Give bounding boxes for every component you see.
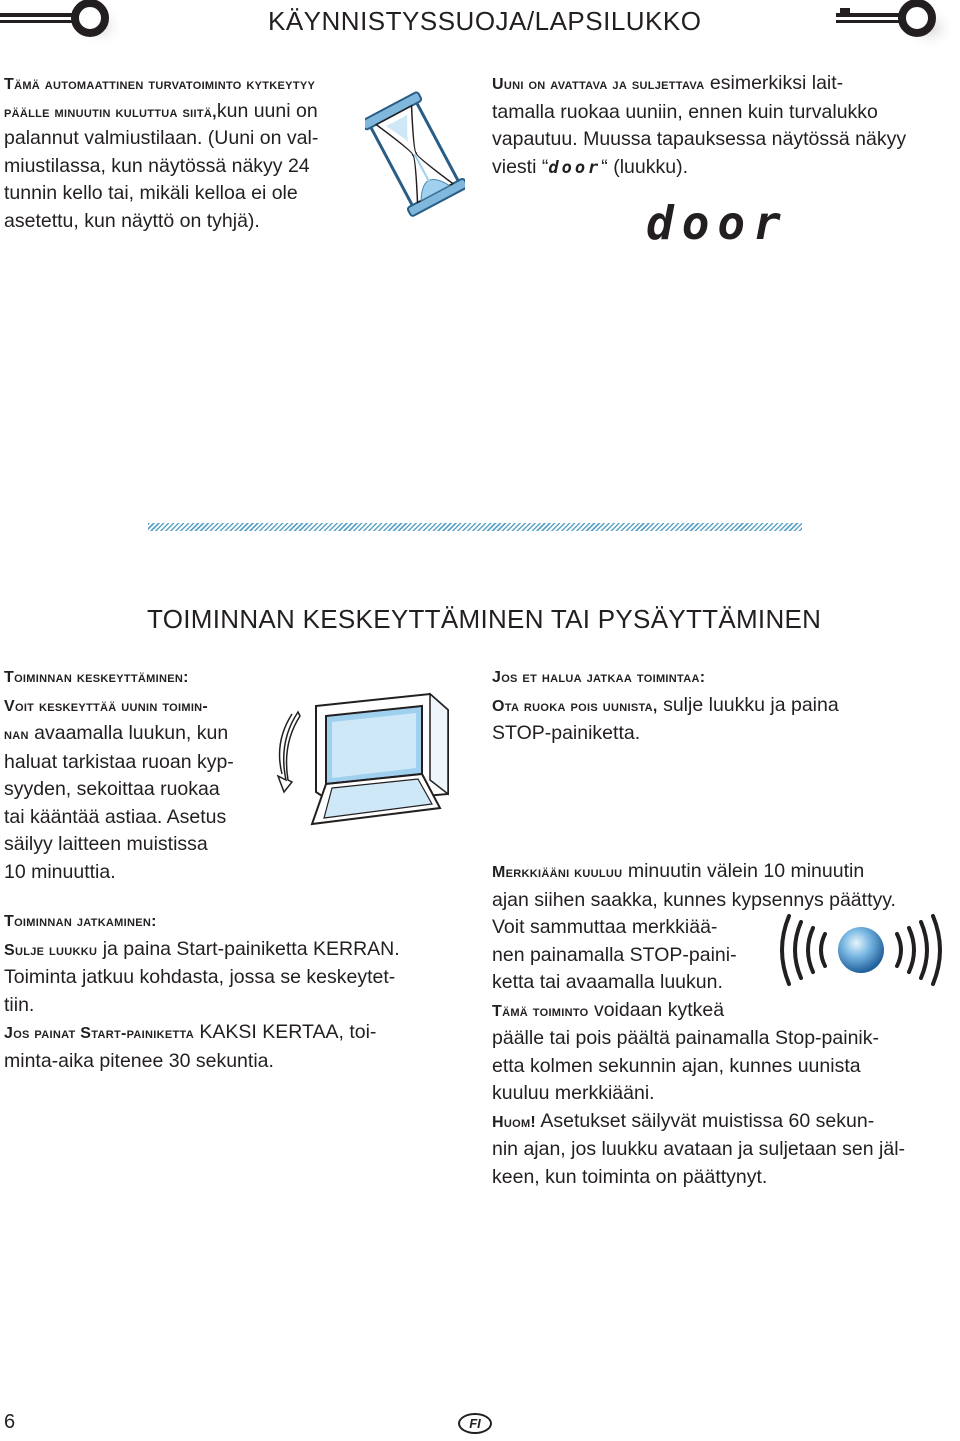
key-icon-left <box>0 0 125 50</box>
lead-text: Tämä automaattinen turvatoiminto kytkeytyy <box>4 76 316 93</box>
lead-text: Ota ruoka pois uunista, <box>492 697 658 715</box>
lead-text: Tämä toiminto <box>492 1002 589 1020</box>
oven-open-door-icon <box>270 690 460 830</box>
door-display: door <box>646 196 789 250</box>
lead-text: Sulje luukku <box>4 941 98 959</box>
stop-operation-block: Jos et halua jatkaa toimintaa: Ota ruoka pois uunista, sulje luukku ja paina STOP-painiketta. <box>492 669 839 744</box>
sound-signal-icon <box>775 908 947 992</box>
lead-text: nan <box>4 726 29 743</box>
pause-operation-block: Toiminnan keskeyttäminen: Voit keskeyttää uunin toimin- nan avaamalla luukun, kun haluat tarkistaa ruoan kyp- syyden, sekoittaa ruokaa tai kääntää astiaa. Asetus säilyy laitteen muistissa 10 minuuttia. Toiminnan jatkaminen: Sulje luukku ja paina Start-painiketta KERRAN. Toiminta jatkuu kohdasta, jossa se keskeytet- tiin. Jos painat Start-painiketta KAKSI KERTAA, toi- minta-aika pitenee 30 sekuntia. <box>4 669 400 1072</box>
auto-lock-description: Tämä automaattinen turvatoiminto kytkeytyy päälle minuutin kuluttua siitä,kun uuni on palannut valmiustilaan. (Uuni on val- miustilassa, kun näytössä näkyy 24 tunnin kello tai, mikäli kelloa ei ole asetettu, kun näyttö on tyhjä). <box>4 76 319 232</box>
language-badge: FI <box>458 1413 492 1434</box>
lead-text: Voit keskeyttää uunin toimin- <box>4 697 209 715</box>
lead-text: Huom! <box>492 1113 537 1131</box>
hourglass-icon <box>365 90 465 220</box>
section-heading: Toiminnan keskeyttäminen: <box>4 669 189 686</box>
page-number: 6 <box>4 1411 16 1433</box>
beep-signal-block: Merkkiääni kuuluu minuutin välein 10 minuutin ajan siihen saakka, kunnes kypsennys päättyy. Voit sammuttaa merkkiää- nen painamalla STOP-paini- ketta tai avaamalla luukun. Tämä toiminto voidaan kytkeä päälle tai pois päältä painamalla Stop-painik- etta kolmen sekunnin ajan, kunnes uunista kuuluu merkkiääni. Huom! Asetukset säilyvät muistissa 60 sekun- nin ajan, jos luukku avataan ja suljetaan sen jäl- keen, kun toiminta on päättynyt. <box>492 860 906 1188</box>
section-heading: Jos et halua jatkaa toimintaa: <box>492 669 706 686</box>
door-message-description: Uuni on avattava ja suljettava esimerkiksi lait- tamalla ruokaa uuniin, ennen kuin turvalukko vapautuu. Muussa tapauksessa näytössä näkyy viesti “door“ (luukku). <box>492 72 907 178</box>
lead-text: Merkkiääni kuuluu <box>492 864 623 881</box>
section-title: TOIMINNAN KESKEYTTÄMINEN TAI PYSÄYTTÄMINEN <box>147 604 822 634</box>
lead-text: Uuni on avattava ja suljettava <box>492 76 705 93</box>
page-title: KÄYNNISTYSSUOJA/LAPSILUKKO <box>268 6 702 36</box>
section-heading: Toiminnan jatkaminen: <box>4 913 157 930</box>
lead-text: päälle minuutin kuluttua siitä, <box>4 103 217 121</box>
hatched-divider <box>148 523 802 531</box>
lead-text: Jos painat Start-painiketta <box>4 1025 194 1042</box>
door-inline-text: door <box>548 157 602 178</box>
key-icon-right <box>830 0 960 50</box>
